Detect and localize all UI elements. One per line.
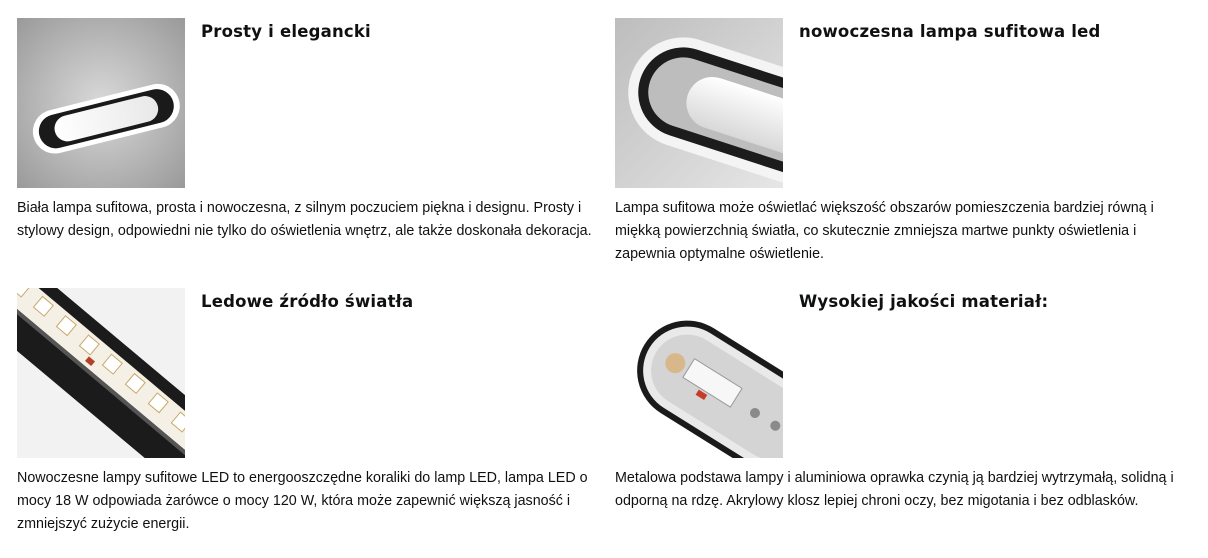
feature-description: Biała lampa sufitowa, prosta i nowoczesna, z silnym poczuciem piękna i designu. Prosty i stylowy design, odpowiedni nie tylko do oświetlenia wnętrz, ale także doskonała dekoracja.	[17, 200, 592, 239]
feature-description: Lampa sufitowa może oświetlać większość obszarów pomieszczenia bardziej równą i miękką powierzchnią światła, co skutecznie zmniejsza martwe punkty oświetlenia i zapewnia optymalne oświetlenie.	[615, 200, 1154, 262]
feature-card	[615, 288, 1200, 513]
ceiling-lamp-closeup-photo	[615, 18, 783, 188]
feature-card	[615, 18, 1200, 266]
feature-heading: Wysokiej jakości materiał:	[799, 292, 1049, 311]
feature-card	[17, 18, 602, 243]
led-strip-photo	[17, 288, 185, 458]
feature-heading: Ledowe źródło światła	[201, 292, 414, 311]
feature-card	[17, 288, 602, 536]
feature-heading: Prosty i elegancki	[201, 22, 371, 41]
feature-heading: nowoczesna lampa sufitowa led	[799, 22, 1101, 41]
lamp-base-interior-photo	[615, 288, 783, 458]
ceiling-lamp-oval-photo	[17, 18, 185, 188]
feature-description: Metalowa podstawa lampy i aluminiowa oprawka czynią ją bardziej wytrzymałą, solidną i odporną na rdzę. Akrylowy klosz lepiej chroni oczy, bez migotania i bez odblasków.	[615, 470, 1174, 509]
feature-description: Nowoczesne lampy sufitowe LED to energooszczędne koraliki do lamp LED, lampa LED o mocy 18 W odpowiada żarówce o mocy 120 W, która może zapewnić większą jasność i zmniejszyć zużycie energii.	[17, 470, 588, 532]
